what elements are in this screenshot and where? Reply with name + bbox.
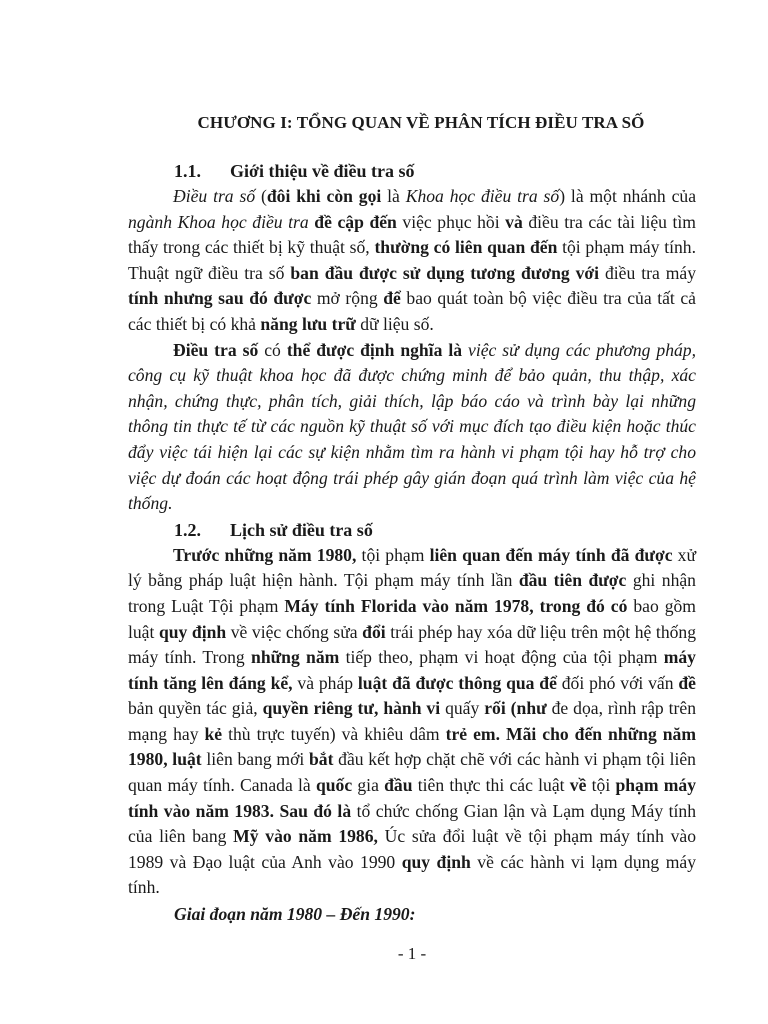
text-run: Khoa học điều tra số <box>405 186 560 206</box>
text-run: quyền riêng tư, hành vi <box>262 698 441 719</box>
text-run: những năm <box>251 647 340 668</box>
text-run: dữ liệu số. <box>355 313 434 334</box>
section-title: Lịch sử điều tra số <box>230 519 373 540</box>
text-run: rối (như <box>484 698 547 719</box>
text-run: đầu <box>384 775 413 796</box>
text-run: đôi khi còn gọi <box>266 186 382 206</box>
text-run: Mỹ vào năm 1986, <box>233 826 378 847</box>
sub-heading: Giai đoạn năm 1980 – Đến 1990: <box>174 904 416 925</box>
text-run: Điều tra số <box>173 186 256 206</box>
text-run: về các hành vi lạm dụng máy tính. <box>128 851 696 898</box>
text-run: tội <box>586 775 616 796</box>
text-run: điều tra các tài liệu tìm thấy trong các thiết bị kỹ thuật số, <box>128 211 696 258</box>
text-run: bao quát toàn bộ việc điều tra của tất cả các thiết bị có khả <box>128 288 696 334</box>
section-heading-1-2 <box>128 517 696 543</box>
text-run: thù trực tuyến) và khiêu dâm <box>222 723 446 744</box>
paragraph <box>128 184 696 338</box>
section-number: 1.2. <box>174 519 201 540</box>
text-run: và pháp <box>292 672 358 693</box>
text-run: để <box>383 288 401 309</box>
text-run: tiếp theo, phạm vi hoạt động của tội phạm <box>339 647 664 668</box>
text-run: đe dọa, rình rập trên mạng hay <box>128 698 696 744</box>
text-run: tính nhưng sau đó được <box>128 288 312 309</box>
text-run: đề cập đến <box>314 211 397 232</box>
text-run: mở rộng <box>311 288 384 309</box>
section-title: Giới thiệu về điều tra số <box>230 161 415 181</box>
text-run: gia <box>352 775 385 796</box>
text-run: Máy tính Florida vào năm 1978, trong đó có <box>284 595 628 616</box>
text-run: đổi <box>362 621 386 642</box>
text-run: trẻ em. Mãi cho đến những năm 1980, luật <box>128 723 696 770</box>
text-run: xử lý bằng pháp luật hiện hành. Tội phạm máy tính lần <box>128 544 697 591</box>
text-run: Sau đó là <box>279 800 352 821</box>
text-run: đầu tiên được <box>518 570 627 591</box>
text-run: kẻ <box>204 723 223 744</box>
text-run: ghi nhận trong Luật Tội phạm <box>128 570 696 616</box>
text-run: và <box>505 211 523 232</box>
paragraph <box>128 543 696 901</box>
text-run: đề <box>678 672 696 693</box>
text-run: tội phạm máy tính. Thuật ngữ điều tra số <box>128 237 696 283</box>
text-run: tổ chức chống Gian lận và Lạm dụng Máy tính của liên bang <box>128 800 696 847</box>
text-run: việc phục hồi <box>396 211 506 232</box>
text-run: thường có liên quan đến <box>374 237 558 258</box>
text-run: đầu kết hợp chặt chẽ với các hành vi phạm tội liên quan máy tính. Canada là <box>128 749 696 796</box>
text-run: bắt <box>309 749 334 770</box>
chapter-title: CHƯƠNG I: TỔNG QUAN VỀ PHÂN TÍCH ĐIỀU TRA SỐ <box>197 113 645 132</box>
section-heading-1-1 <box>128 158 696 184</box>
text-run: Trước những năm 1980, <box>173 544 357 565</box>
text-run: liên bang mới <box>201 749 309 770</box>
text-run: năng lưu trữ <box>260 313 356 334</box>
text-run: bản quyền tác giả, <box>128 698 263 719</box>
text-run: đối phó với vấn <box>556 672 679 693</box>
text-run: ) là một nhánh của <box>559 186 697 206</box>
text-run: luật đã được thông qua để <box>357 672 557 693</box>
text-run: ngành Khoa học điều tra <box>128 211 309 232</box>
text-run: quy định <box>401 851 471 872</box>
text-run: quy định <box>158 621 227 642</box>
text-run: trái phép hay xóa dữ liệu trên một hệ thống máy tính. Trong <box>128 621 697 668</box>
text-run: liên quan đến máy tính đã được <box>429 544 673 565</box>
text-run: tiên thực thi các luật <box>412 775 570 796</box>
text-run: bao gồm luật <box>128 595 696 642</box>
text-run: điều tra máy <box>599 262 697 283</box>
paragraph <box>128 338 696 517</box>
text-run: có <box>258 339 287 360</box>
text-run: về việc chống sửa <box>226 621 363 642</box>
text-run: quốc <box>315 775 353 796</box>
text-run: Điều tra số <box>173 339 259 360</box>
section-number: 1.1. <box>174 161 201 181</box>
text-run: về <box>569 775 587 796</box>
text-run: ban đầu được sử dụng tương đương với <box>290 262 600 283</box>
text-run: tội phạm <box>356 544 430 565</box>
text-run: ( <box>255 186 267 206</box>
text-run: quấy <box>440 698 485 719</box>
text-run: việc sử dụng các phương pháp, công cụ kỹ thuật khoa học đã được chứng minh để bảo quản, thu thập, xác nhận, chứng thực, phân tích, giải thích, lập báo cáo và trình bày lại những thông tin thực tế từ các nguồn kỹ thuật số với mục đích tạo điều kiện hoặc thúc đẩy việc tái hiện lại các sự kiện nhằm tìm ra hành vi phạm tội hay hỗ trợ cho việc dự đoán các hoạt động trái phép gây gián đoạn quá trình làm việc của hệ thống. <box>128 339 697 514</box>
text-run: máy tính tăng lên đáng kể, <box>128 647 696 693</box>
text-run: thể được định nghĩa là <box>286 339 463 360</box>
page-number: - 1 - <box>397 944 427 963</box>
text-run: phạm máy tính vào năm 1983. <box>128 775 697 821</box>
text-run: Úc sửa đổi luật về tội phạm máy tính vào 1989 và Đạo luật của Anh vào 1990 <box>128 826 697 872</box>
text-run: là <box>381 186 406 206</box>
